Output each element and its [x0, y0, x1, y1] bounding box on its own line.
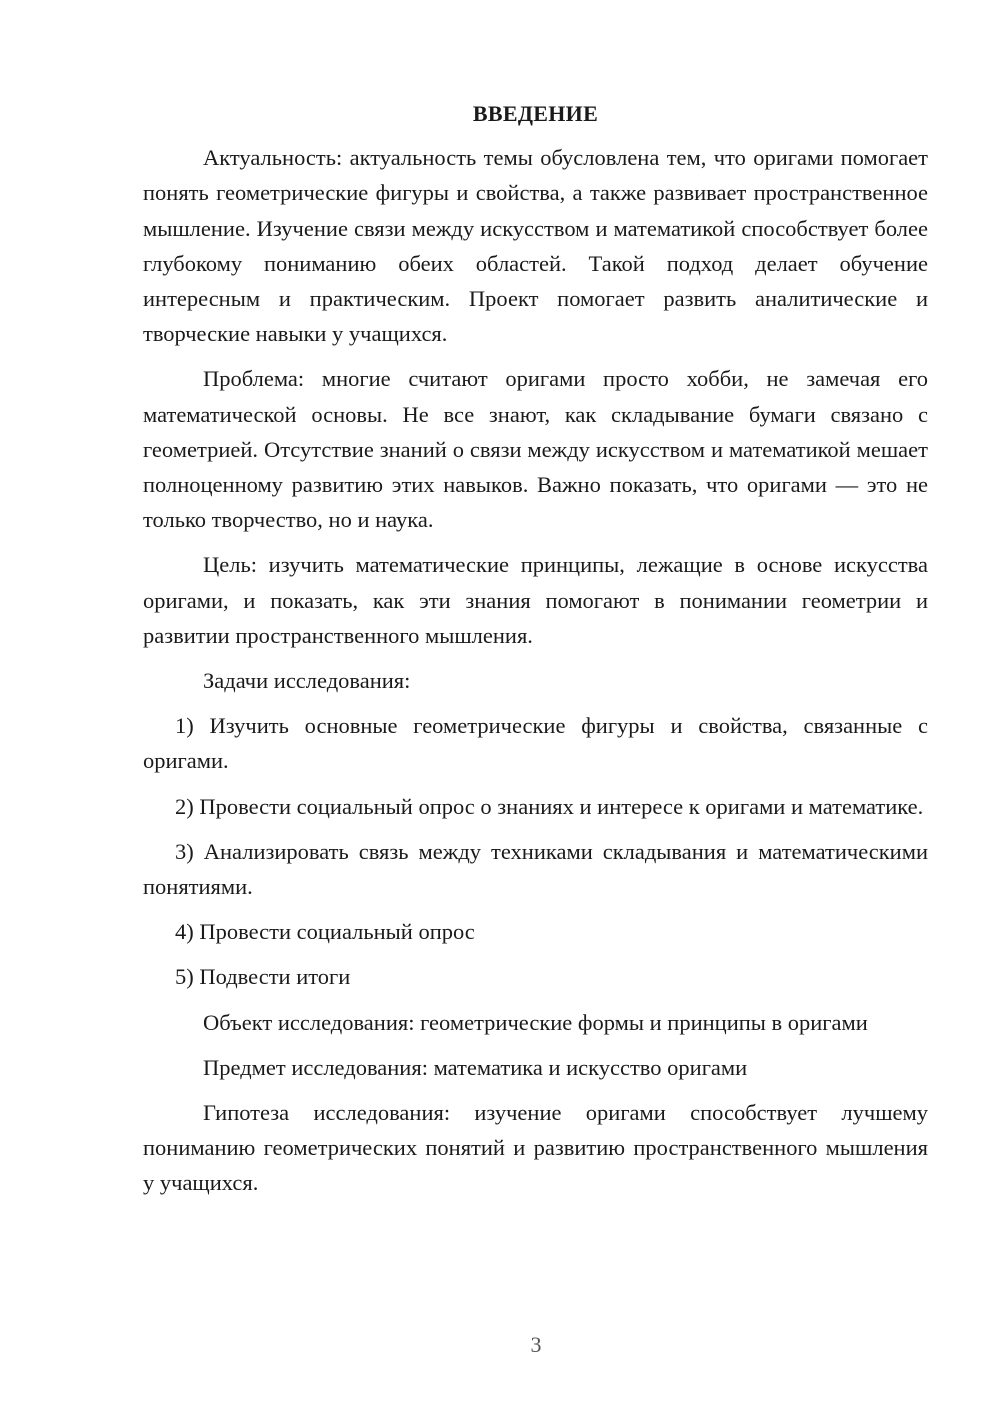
- task-item-3: 3) Анализировать связь между техниками складывания и математическими понятиями.: [143, 838, 928, 900]
- page-body: [143, 96, 928, 1211]
- tasks-heading: Задачи исследования:: [203, 668, 411, 694]
- page-number: 3: [530, 1332, 542, 1357]
- problem-paragraph: Проблема: многие считают оригами просто хобби, не замечая его математической основы. Не все знают, как складывание бумаги связано с геометрией. Отсутствие знаний о связи между искусством и математикой мешает полноценному развитию этих навыков. Важно показать, что оригами — это не только творчество, но и наука.: [143, 366, 928, 533]
- relevance-paragraph: Актуальность: актуальность темы обусловлена тем, что оригами помогает понять геометрические фигуры и свойства, а также развивает пространственное мышление. Изучение связи между искусством и математикой способствует более глубокому пониманию обеих областей. Такой подход делает обучение интересным и практическим. Проект помогает развить аналитические и творческие навыки у учащихся.: [143, 145, 928, 347]
- object-paragraph: Объект исследования: геометрические формы и принципы в оригами: [203, 1009, 868, 1035]
- page-title: ВВЕДЕНИЕ: [472, 101, 599, 126]
- task-item-1: 1) Изучить основные геометрические фигуры и свойства, связанные с оригами.: [143, 713, 928, 774]
- subject-paragraph: Предмет исследования: математика и искусство оригами: [203, 1054, 748, 1080]
- task-item-4: 4) Провести социальный опрос: [175, 919, 475, 945]
- hypothesis-paragraph: Гипотеза исследования: изучение оригами способствует лучшему пониманию геометрических понятий и развитию пространственного мышления у учащихся.: [143, 1100, 928, 1196]
- task-item-5: 5) Подвести итоги: [175, 964, 351, 990]
- goal-paragraph: Цель: изучить математические принципы, лежащие в основе искусства оригами, и показать, как эти знания помогают в понимании геометрии и развитии пространственного мышления.: [143, 552, 928, 648]
- task-item-2: 2) Провести социальный опрос о знаниях и интересе к оригами и математике.: [175, 793, 924, 819]
